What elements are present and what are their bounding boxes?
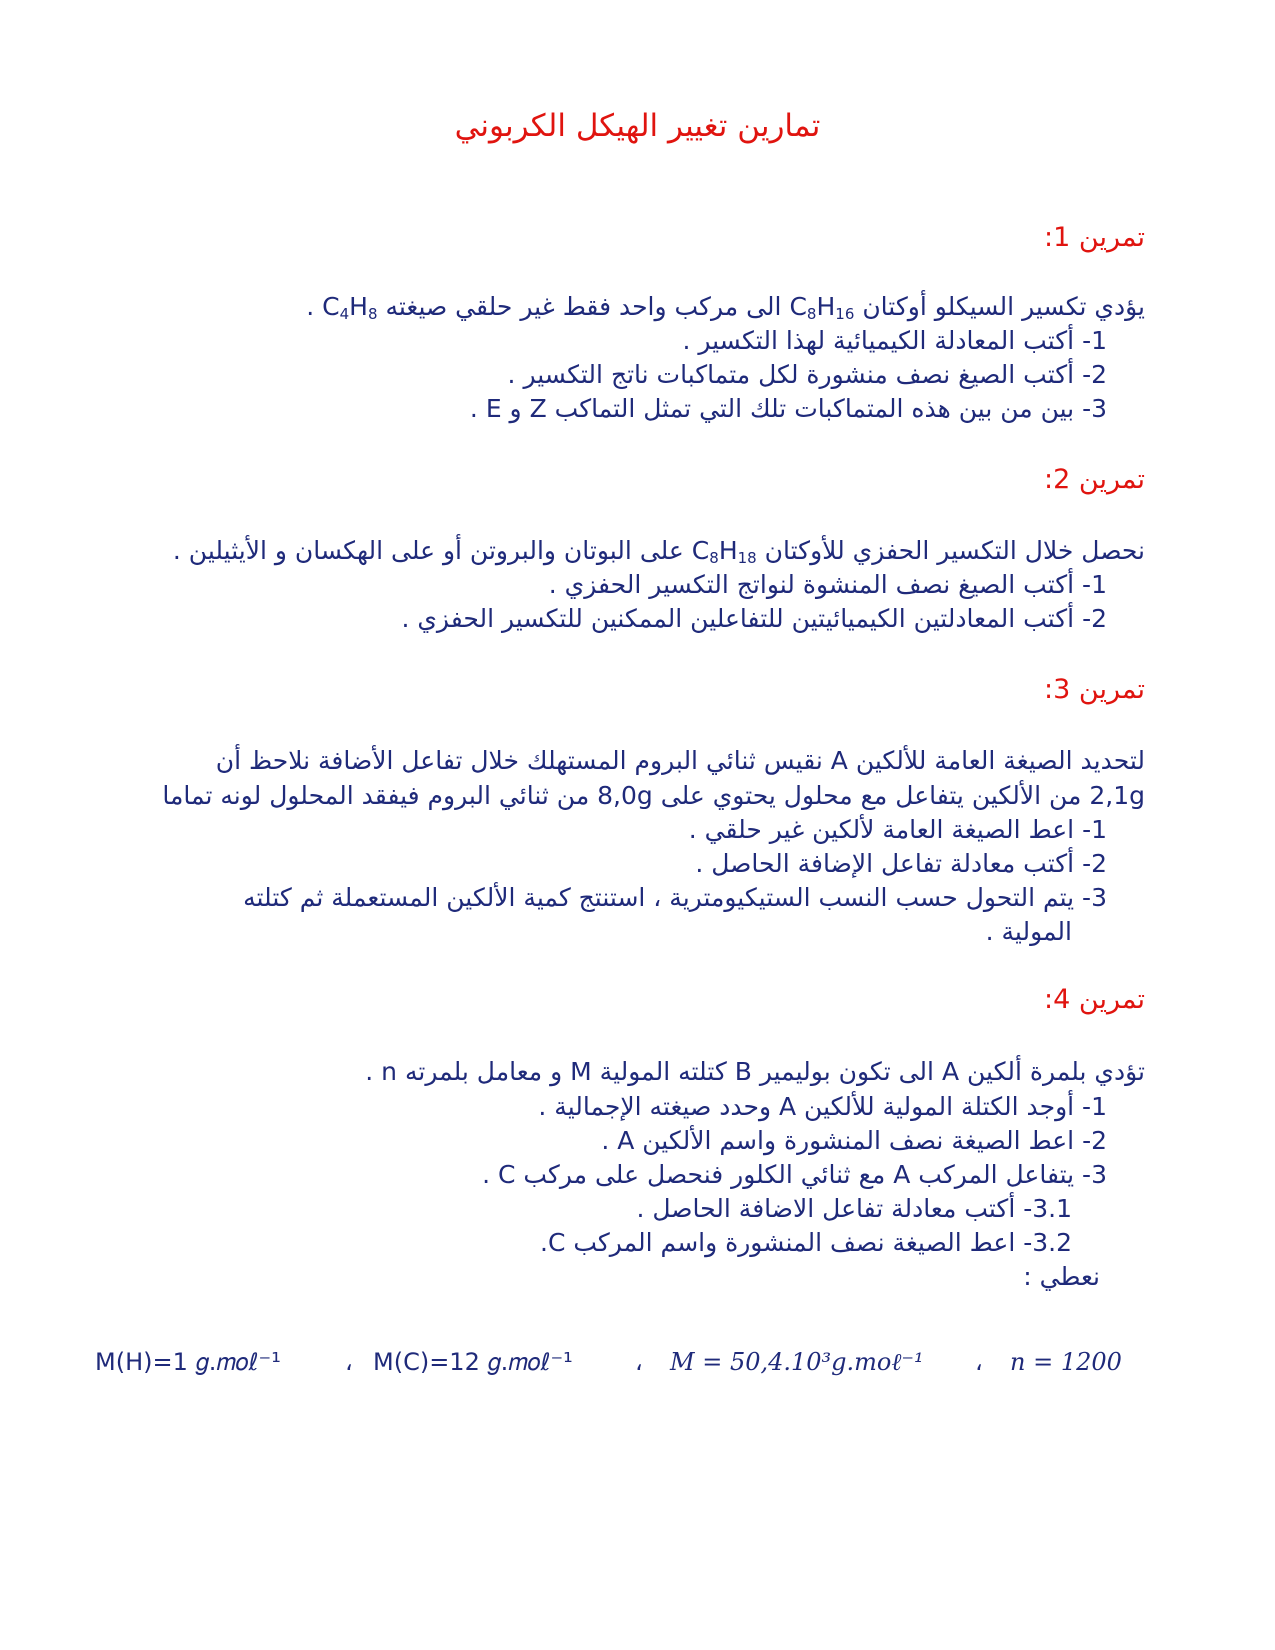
document-title: تمارين تغيير الهيكل الكربوني <box>454 108 821 144</box>
exercise-1-question-2: 2- أكتب الصيغ نصف منشورة لكل متماكبات ناتج التكسير . <box>507 360 1107 389</box>
exercise-4-question-3: 3- يتفاعل المركب A مع ثنائي الكلور فنحصل على مركب C . <box>482 1160 1107 1189</box>
exercise-3-question-3: 3- يتم التحول حسب النسب الستيكيومترية ، استنتج كمية الألكين المستعملة ثم كتلته <box>243 883 1107 912</box>
given-polymerization-degree: 𝑛 = 1200 <box>1010 1348 1122 1376</box>
exercise-1-intro-text-c: . <box>306 292 323 321</box>
given-molar-mass-h: M(H)=1 𝑔.𝑚𝑜ℓ⁻¹ <box>95 1348 281 1376</box>
given-separator-2: ، <box>635 1348 643 1376</box>
exercise-4-heading: تمرين 4: <box>1044 984 1145 1015</box>
given-separator-3: ، <box>975 1348 983 1376</box>
given-molar-mass-c: M(C)=12 𝑔.𝑚𝑜ℓ⁻¹ <box>373 1348 573 1376</box>
exercise-4-question-2: 2- اعط الصيغة نصف المنشورة واسم الألكين A . <box>601 1126 1107 1155</box>
exercise-4-question-3-1: 3.1- أكتب معادلة تفاعل الاضافة الحاصل . <box>636 1194 1072 1223</box>
given-polymer-molar-mass: 𝑀 = 50,4.10³𝑔.𝑚𝑜ℓ⁻¹ <box>670 1348 924 1376</box>
givens-label: نعطي : <box>1023 1262 1100 1291</box>
exercise-1-intro <box>306 292 1145 323</box>
exercise-3-question-3-continued: المولية . <box>985 917 1072 946</box>
exercise-1-intro-text-a: يؤدي تكسير السيكلو أوكتان <box>854 292 1145 321</box>
exercise-3-intro-line-1: لتحديد الصيغة العامة للألكين A نقيس ثنائي البروم المستهلك خلال تفاعل الأضافة نلاحظ أن <box>215 746 1145 775</box>
formula-octane: $C_8H_{18}$ <box>691 536 757 567</box>
exercise-1-intro-text-b: الى مركب واحد فقط غير حلقي صيغته <box>377 292 790 321</box>
exercise-3-question-2: 2- أكتب معادلة تفاعل الإضافة الحاصل . <box>695 849 1107 878</box>
formula-butene: $C_4H_8$ <box>322 292 378 323</box>
givens-row <box>95 1348 1180 1382</box>
exercise-3-question-1: 1- اعط الصيغة العامة لألكين غير حلقي . <box>688 815 1107 844</box>
exercise-3-heading: تمرين 3: <box>1044 674 1145 705</box>
exercise-1-question-1: 1- أكتب المعادلة الكيميائية لهذا التكسير . <box>682 326 1107 355</box>
exercise-3-intro-line-2: 2,1g من الألكين يتفاعل مع محلول يحتوي على 8,0g من ثنائي البروم فيفقد المحلول لونه تماما <box>162 781 1145 810</box>
formula-cyclooctane: $C_8H_{16}$ <box>789 292 855 323</box>
exercise-4-intro: تؤدي بلمرة ألكين A الى تكون بوليمير B كتلته المولية M و معامل بلمرته n . <box>365 1057 1145 1086</box>
exercise-4-question-1: 1- أوجد الكتلة المولية للألكين A وحدد صيغته الإجمالية . <box>538 1092 1107 1121</box>
exercise-2-intro <box>173 536 1145 567</box>
given-separator-1: ، <box>345 1348 353 1376</box>
exercise-1-heading: تمرين 1: <box>1044 222 1145 253</box>
exercise-2-question-1: 1- أكتب الصيغ نصف المنشوة لنواتج التكسير الحفزي . <box>548 570 1107 599</box>
exercise-1-question-3: 3- بين من بين هذه المتماكبات تلك التي تمثل التماكب Z و E . <box>469 394 1107 423</box>
exercise-2-intro-text-a: نحصل خلال التكسير الحفزي للأوكتان <box>756 536 1145 565</box>
exercise-4-question-3-2: 3.2- اعط الصيغة نصف المنشورة واسم المركب C. <box>539 1228 1072 1257</box>
exercise-2-intro-text-b: على البوتان والبروتن أو على الهكسان و الأيثيلين . <box>172 536 692 565</box>
exercise-2-heading: تمرين 2: <box>1044 464 1145 495</box>
exercise-2-question-2: 2- أكتب المعادلتين الكيميائيتين للتفاعلين الممكنين للتكسير الحفزي . <box>401 604 1107 633</box>
